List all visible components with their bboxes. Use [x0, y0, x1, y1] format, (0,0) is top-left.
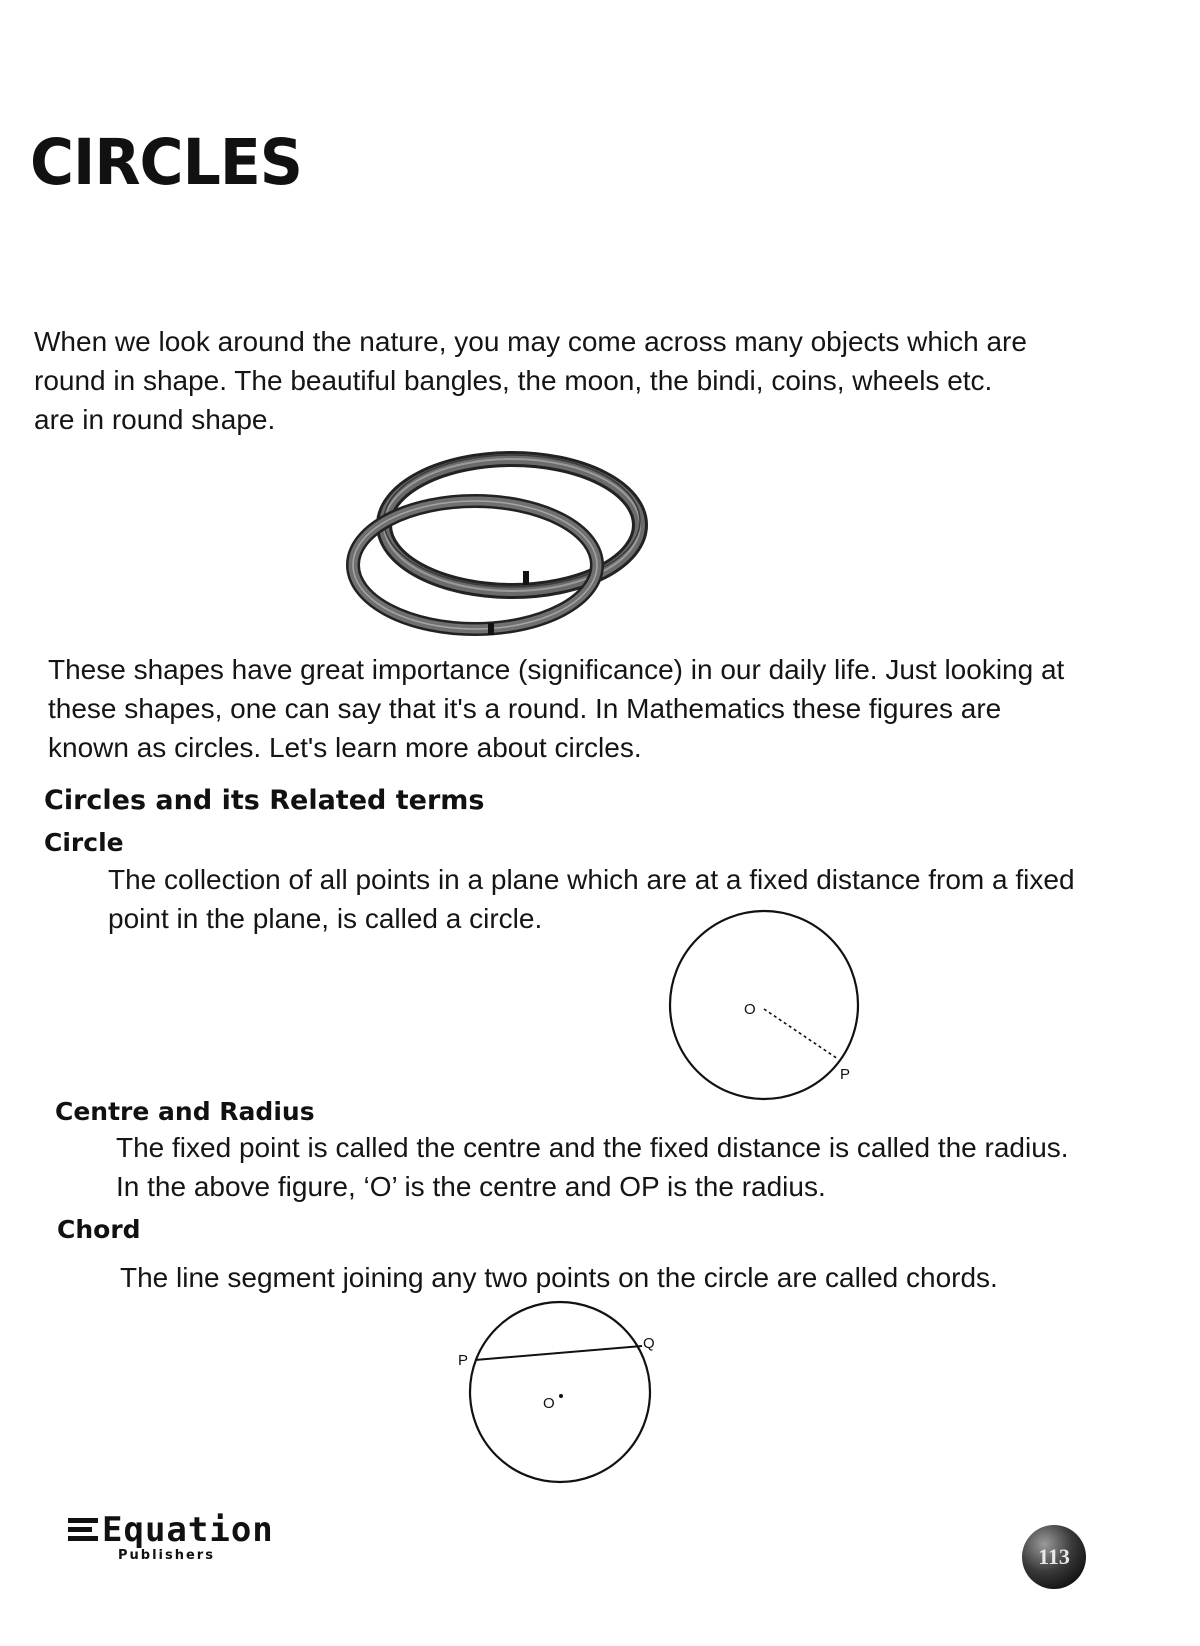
centre-label-o: O: [744, 1001, 756, 1018]
chord-heading: Chord: [57, 1215, 141, 1244]
point-label-p: P: [840, 1066, 851, 1083]
section-heading: Circles and its Related terms: [44, 785, 485, 816]
importance-paragraph: These shapes have great importance (significance) in our daily life. Just looking at these shapes, one can say that it's a round. In Mathematics these figures are known as circles. Let's learn more about circles.: [48, 654, 1065, 763]
chord-point-q: Q: [643, 1335, 655, 1352]
circle-radius-figure: [660, 905, 880, 1110]
chord-definition: The line segment joining any two points on the circle are called chords.: [120, 1262, 998, 1293]
circle-definition: The collection of all points in a plane which are at a fixed distance from a fixed point in the plane, is called a circle.: [108, 864, 1075, 934]
bangles-illustration: [345, 440, 665, 650]
page-title: CIRCLES: [30, 126, 303, 200]
circle-heading: Circle: [44, 828, 124, 857]
publisher-sub: Publishers: [118, 1548, 215, 1563]
chord-figure: [450, 1300, 670, 1490]
centre-radius-definition: The fixed point is called the centre and the fixed distance is called the radius. In the above figure, ‘O’ is the centre and OP is the radius.: [116, 1132, 1069, 1202]
chord-centre-o: O: [543, 1395, 555, 1412]
publisher-logo: [68, 1510, 274, 1570]
page-number: 113: [1022, 1525, 1086, 1589]
logo-bars-icon: [68, 1518, 98, 1545]
intro-paragraph: When we look around the nature, you may come across many objects which are round in shape. The beautiful bangles, the moon, the bindi, coins, wheels etc. are in round shape.: [34, 326, 1027, 435]
chord-point-p: P: [458, 1352, 469, 1369]
centre-radius-heading: Centre and Radius: [55, 1097, 315, 1126]
publisher-name: Equation: [102, 1510, 274, 1550]
